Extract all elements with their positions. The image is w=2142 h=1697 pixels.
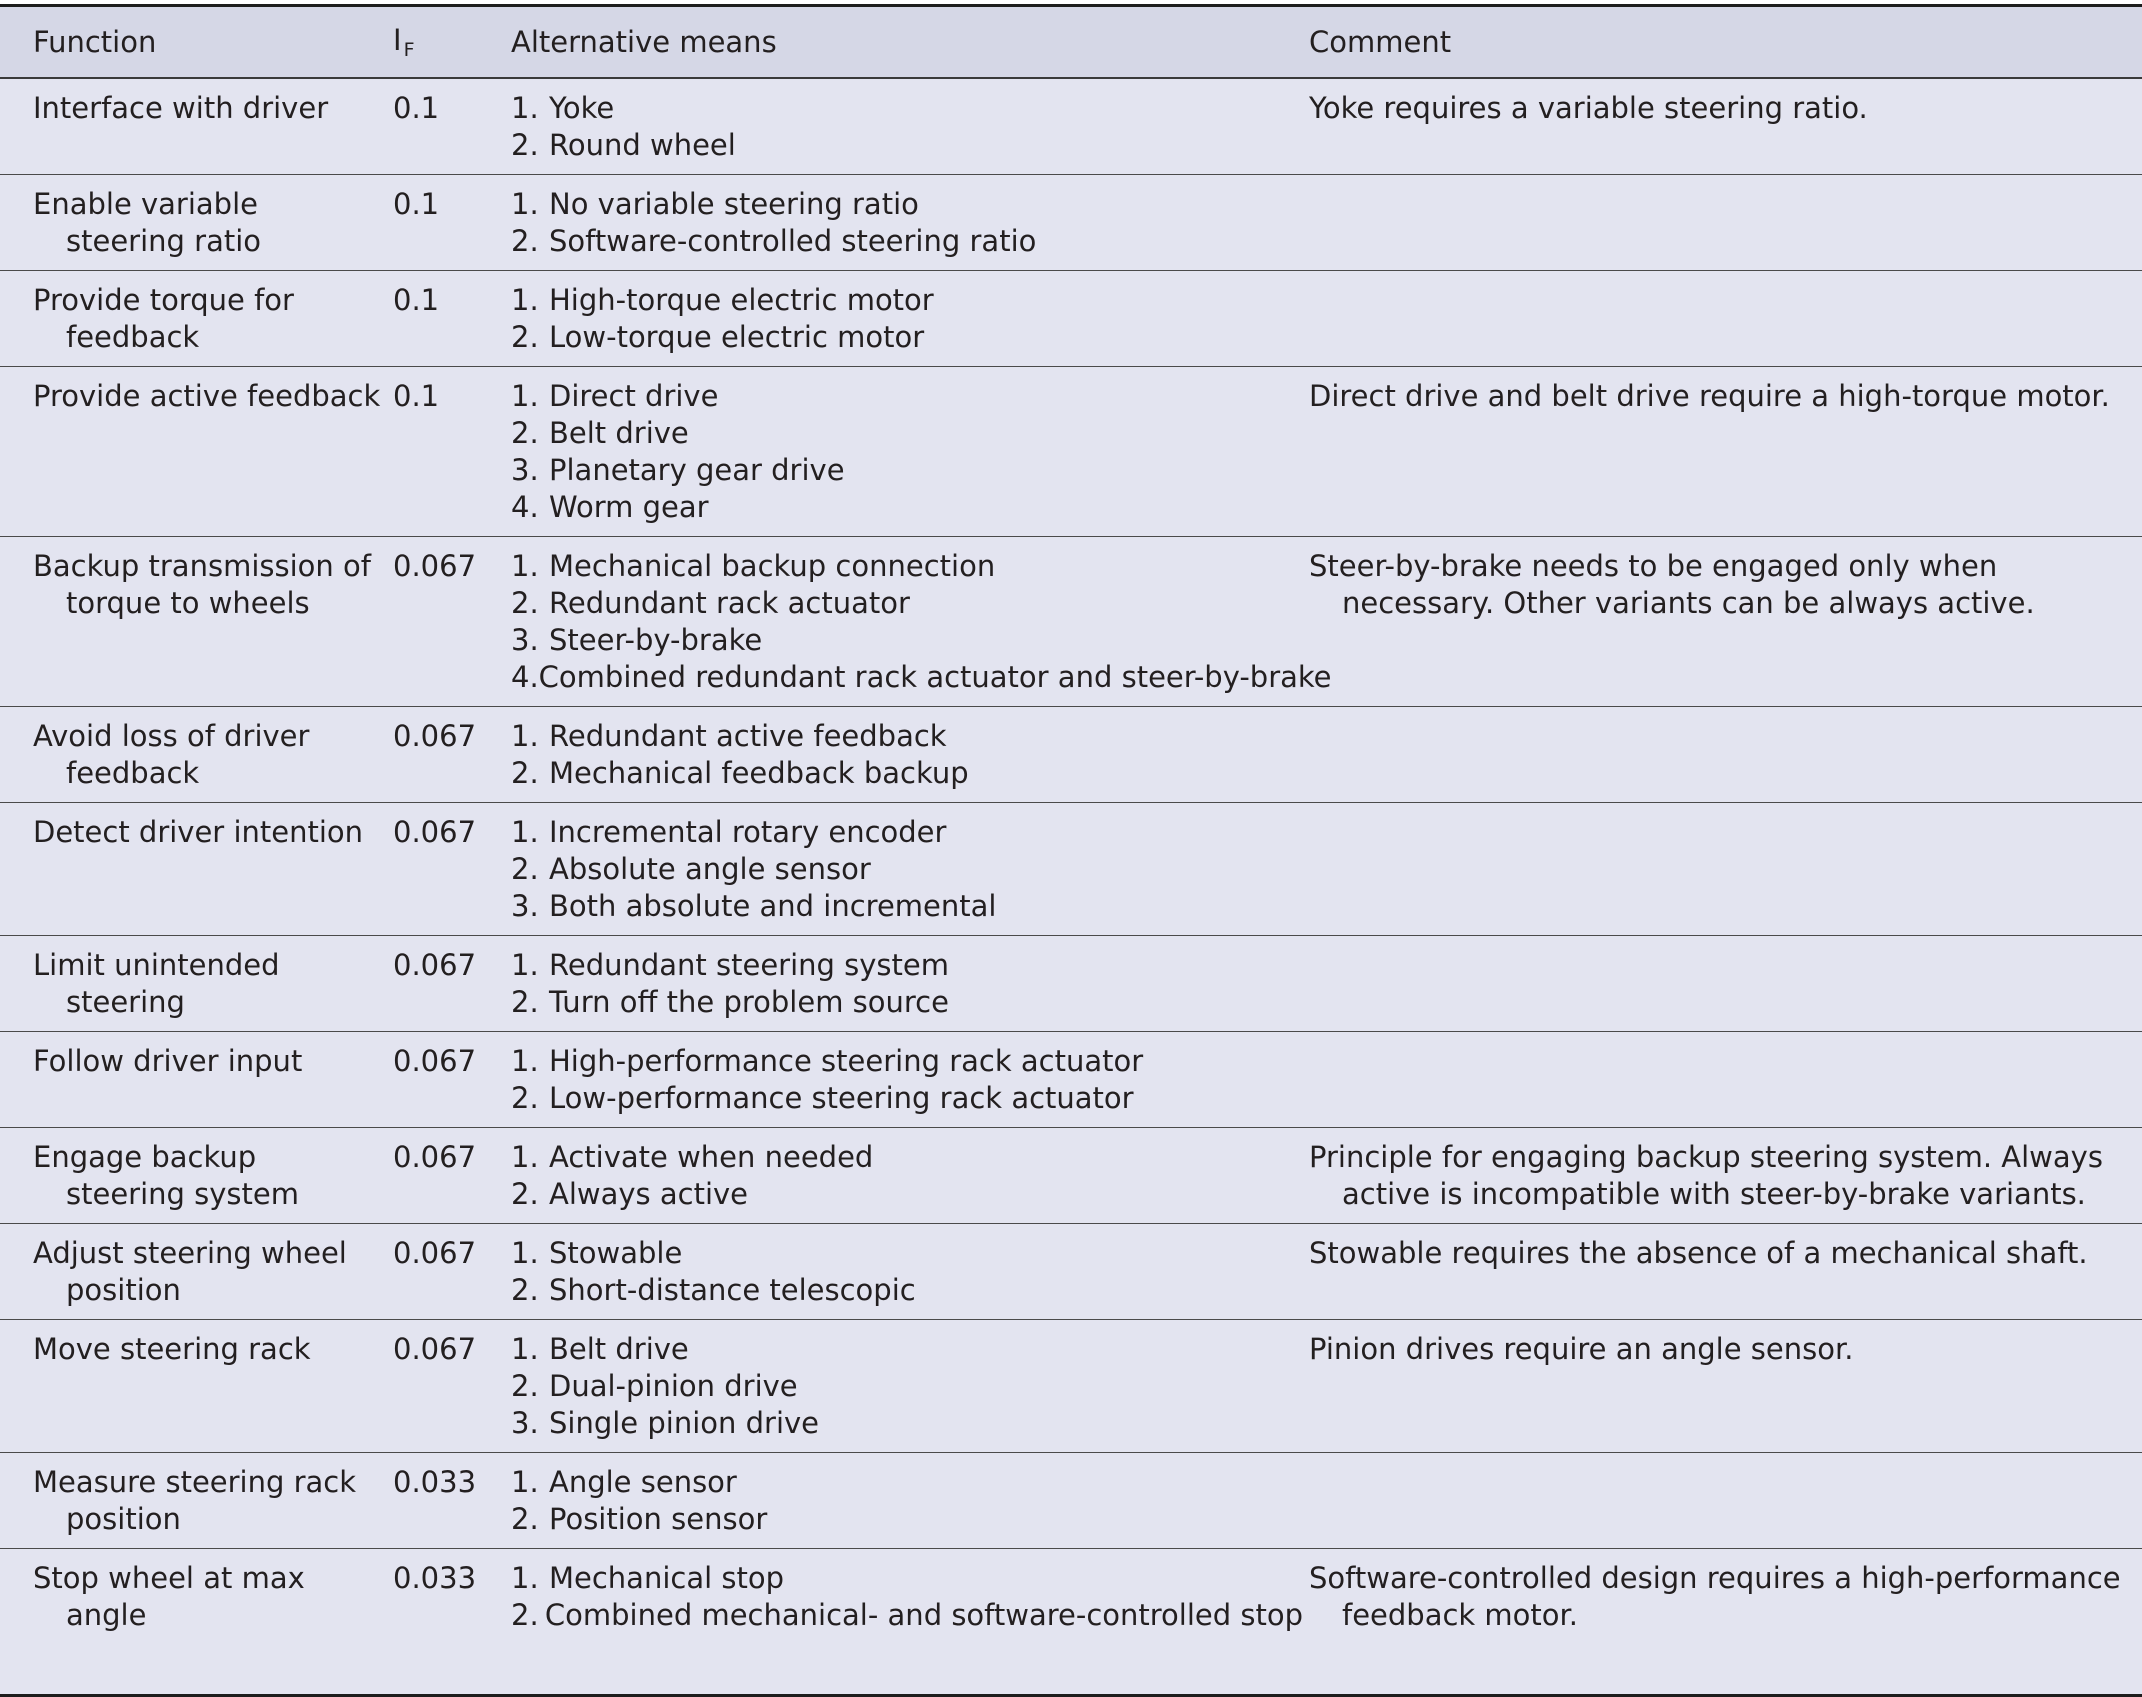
comment-text: Stowable requires the absence of a mechanical shaft. [1309,1236,2088,1270]
alternative-text: Low-torque electric motor [549,320,925,354]
alternative-item [511,984,1303,1021]
alternative-text: Round wheel [549,128,736,162]
alternative-number: 1. [511,549,539,583]
importance-cell: 0.1 [393,78,511,175]
function-alternatives-table-container [0,4,2142,1697]
alternative-number: 2. [511,586,539,620]
function-cell [0,367,393,537]
alternative-number: 2. [511,1502,539,1536]
alternative-number: 2. [511,224,539,258]
alternative-text: Mechanical stop [549,1561,785,1595]
alternative-item [511,1235,1303,1272]
alternative-number: 2. [511,852,539,886]
comment-text: Direct drive and belt drive require a high-torque motor. [1309,379,2110,413]
alternative-text: Single pinion drive [549,1406,820,1440]
function-name: Provide active feedback [33,379,381,413]
alternatives-cell [511,936,1309,1032]
alternative-text: Dual-pinion drive [549,1369,798,1403]
header-importance-subscript: F [403,39,415,61]
alternative-item [511,378,1303,415]
alternative-item [511,1176,1303,1213]
comment-cell [1309,1032,2142,1128]
alternative-item [511,282,1303,319]
alternative-text: Direct drive [549,379,719,413]
function-name: Limit unintended steering [33,948,280,1019]
alternative-item [511,1464,1303,1501]
table-row [0,537,2142,707]
function-name: Adjust steering wheel position [33,1236,347,1307]
alternatives-cell [511,78,1309,175]
comment-cell [1309,78,2142,175]
alternatives-cell [511,707,1309,803]
alternative-text: High-performance steering rack actuator [549,1044,1144,1078]
alternative-number: 4. [511,490,539,524]
alternative-number: 3. [511,453,539,487]
alternatives-cell [511,271,1309,367]
alternative-number: 1. [511,1465,539,1499]
alternative-item [511,127,1303,164]
alternative-item [511,755,1303,792]
function-cell [0,707,393,803]
alternative-item [511,851,1303,888]
alternative-text: Activate when needed [549,1140,874,1174]
comment-cell [1309,803,2142,936]
importance-cell: 0.1 [393,271,511,367]
alternative-text: Steer-by-brake [549,623,763,657]
function-alternatives-table [0,7,2142,1644]
alternative-number: 1. [511,948,539,982]
alternative-text: Absolute angle sensor [549,852,871,886]
alternative-number: 2. [511,416,539,450]
alternatives-cell [511,1320,1309,1453]
importance-cell: 0.067 [393,1320,511,1453]
alternative-number: 2. [511,1598,539,1632]
alternative-text: Redundant rack actuator [549,586,910,620]
alternative-number: 2. [511,1369,539,1403]
alternative-item [511,548,1303,585]
table-body [0,78,2142,1644]
alternative-number: 1. [511,379,539,413]
header-function: Function [0,7,393,78]
importance-cell: 0.1 [393,175,511,271]
function-cell [0,537,393,707]
alternatives-cell [511,1453,1309,1549]
function-name: Measure steering rack position [33,1465,357,1536]
function-name: Engage backup steering system [33,1140,299,1211]
function-name: Stop wheel at max angle [33,1561,305,1632]
table-row [0,936,2142,1032]
header-alternatives: Alternative means [511,7,1309,78]
alternative-text: Both absolute and incremental [549,889,997,923]
alternative-item [511,186,1303,223]
alternative-number: 1. [511,1332,539,1366]
alternative-item [511,814,1303,851]
function-name: Backup transmission of torque to wheels [33,549,371,620]
comment-cell [1309,1128,2142,1224]
alternatives-cell [511,1032,1309,1128]
importance-cell: 0.067 [393,707,511,803]
alternative-number: 1. [511,1561,539,1595]
comment-cell [1309,1453,2142,1549]
alternative-item [511,319,1303,356]
alternative-item [511,1501,1303,1538]
alternative-text: Redundant steering system [549,948,949,982]
comment-cell [1309,537,2142,707]
comment-text: Pinion drives require an angle sensor. [1309,1332,1854,1366]
alternative-text: No variable steering ratio [549,187,919,221]
alternative-number: 2. [511,1177,539,1211]
table-row [0,1453,2142,1549]
function-cell [0,1549,393,1645]
alternative-number: 1. [511,187,539,221]
function-cell [0,1128,393,1224]
alternative-item [511,90,1303,127]
alternatives-cell [511,367,1309,537]
alternative-number: 1. [511,1044,539,1078]
alternative-item [511,1272,1303,1309]
table-row [0,1320,2142,1453]
alternative-number: 4. [511,660,539,694]
function-name: Interface with driver [33,91,329,125]
comment-cell [1309,1320,2142,1453]
alternative-item [511,718,1303,755]
alternative-number: 1. [511,283,539,317]
comment-cell [1309,707,2142,803]
alternative-item [511,1368,1303,1405]
alternative-text: Low-performance steering rack actuator [549,1081,1134,1115]
alternative-number: 2. [511,756,539,790]
function-cell [0,803,393,936]
alternative-number: 1. [511,815,539,849]
importance-cell: 0.067 [393,1032,511,1128]
function-cell [0,1453,393,1549]
alternative-item [511,585,1303,622]
table-header [0,7,2142,78]
alternative-text: Software-controlled steering ratio [549,224,1037,258]
importance-cell: 0.067 [393,537,511,707]
importance-cell: 0.067 [393,936,511,1032]
function-cell [0,1224,393,1320]
comment-text: Software-controlled design requires a high-performance feedback motor. [1309,1561,2121,1632]
alternative-text: Belt drive [549,416,689,450]
alternative-text: Mechanical feedback backup [549,756,969,790]
alternatives-cell [511,1224,1309,1320]
alternative-item [511,659,1332,696]
alternative-item [511,947,1303,984]
table-row [0,1224,2142,1320]
comment-cell [1309,1224,2142,1320]
function-name: Provide torque for feedback [33,283,294,354]
alternative-number: 1. [511,719,539,753]
function-name: Detect driver intention [33,815,364,849]
alternative-number: 2. [511,985,539,1019]
alternative-item [511,489,1303,526]
header-row [0,7,2142,78]
function-cell [0,175,393,271]
importance-cell: 0.067 [393,1128,511,1224]
alternative-text: High-torque electric motor [549,283,934,317]
alternative-number: 2. [511,1081,539,1115]
importance-cell: 0.033 [393,1453,511,1549]
importance-cell: 0.033 [393,1561,477,1595]
comment-cell [1309,175,2142,271]
function-cell [0,1320,393,1453]
table-row [0,707,2142,803]
alternative-text: Redundant active feedback [549,719,947,753]
function-name: Enable variable steering ratio [33,187,262,258]
alternative-text: Combined mechanical- and software-controlled stop [544,1598,1303,1632]
importance-cell: 0.1 [393,367,511,537]
comment-text: Steer-by-brake needs to be engaged only when necessary. Other variants can be always active. [1309,549,2035,620]
importance-cell: 0.067 [393,1224,511,1320]
table-row [0,1128,2142,1224]
alternative-number: 3. [511,1406,539,1440]
alternative-text: Turn off the problem source [549,985,949,1019]
table-row [0,78,2142,175]
comment-text: Principle for engaging backup steering system. Always active is incompatible with steer-by-brake variants. [1309,1140,2103,1211]
alternative-item [511,415,1303,452]
alternatives-cell [511,803,1309,936]
importance-cell: 0.067 [393,803,511,936]
alternative-text: Yoke [549,91,615,125]
table-row [0,803,2142,936]
alternative-item [511,1043,1303,1080]
alternative-item [511,1560,1303,1597]
comment-cell [1309,936,2142,1032]
comment-cell [1309,367,2142,537]
alternative-text: Mechanical backup connection [549,549,996,583]
function-cell [0,1032,393,1128]
table-row [0,367,2142,537]
alternative-number: 2. [511,128,539,162]
function-name: Follow driver input [33,1044,303,1078]
alternative-item [511,1139,1303,1176]
alternatives-cell [511,1549,1309,1645]
function-name: Move steering rack [33,1332,311,1366]
alternative-text: Short-distance telescopic [549,1273,916,1307]
comment-cell [1309,271,2142,367]
alternative-text: Angle sensor [549,1465,737,1499]
alternative-item [511,1597,1303,1634]
alternative-number: 1. [511,1140,539,1174]
alternative-item [511,1080,1303,1117]
alternative-item [511,1405,1303,1442]
function-cell [0,78,393,175]
comment-cell [1309,1549,2142,1645]
alternative-item [511,622,1303,659]
table-row [0,271,2142,367]
function-name: Avoid loss of driver feedback [33,719,310,790]
alternative-number: 2. [511,1273,539,1307]
alternative-text: Always active [549,1177,749,1211]
alternative-number: 2. [511,320,539,354]
alternative-item [511,223,1303,260]
alternative-number: 1. [511,1236,539,1270]
function-cell [0,271,393,367]
alternative-number: 1. [511,91,539,125]
alternative-text: Incremental rotary encoder [549,815,947,849]
alternative-number: 3. [511,623,539,657]
function-cell [0,936,393,1032]
table-row [0,1549,2142,1645]
header-importance [393,7,511,78]
alternative-item [511,1331,1303,1368]
alternatives-cell [511,537,1332,707]
alternative-text: Position sensor [549,1502,768,1536]
alternatives-cell [511,1128,1309,1224]
table-row [0,1032,2142,1128]
alternative-item [511,452,1303,489]
alternative-text: Stowable [549,1236,683,1270]
alternative-text: Worm gear [549,490,709,524]
alternatives-cell [511,175,1309,271]
alternative-text: Planetary gear drive [549,453,845,487]
table-row [0,175,2142,271]
alternative-text: Combined redundant rack actuator and steer-by-brake [538,660,1332,694]
comment-text: Yoke requires a variable steering ratio. [1309,91,1868,125]
header-importance-main: I [393,23,402,57]
alternative-number: 3. [511,889,539,923]
alternative-item [511,888,1303,925]
header-comment: Comment [1309,7,2142,78]
alternative-text: Belt drive [549,1332,689,1366]
